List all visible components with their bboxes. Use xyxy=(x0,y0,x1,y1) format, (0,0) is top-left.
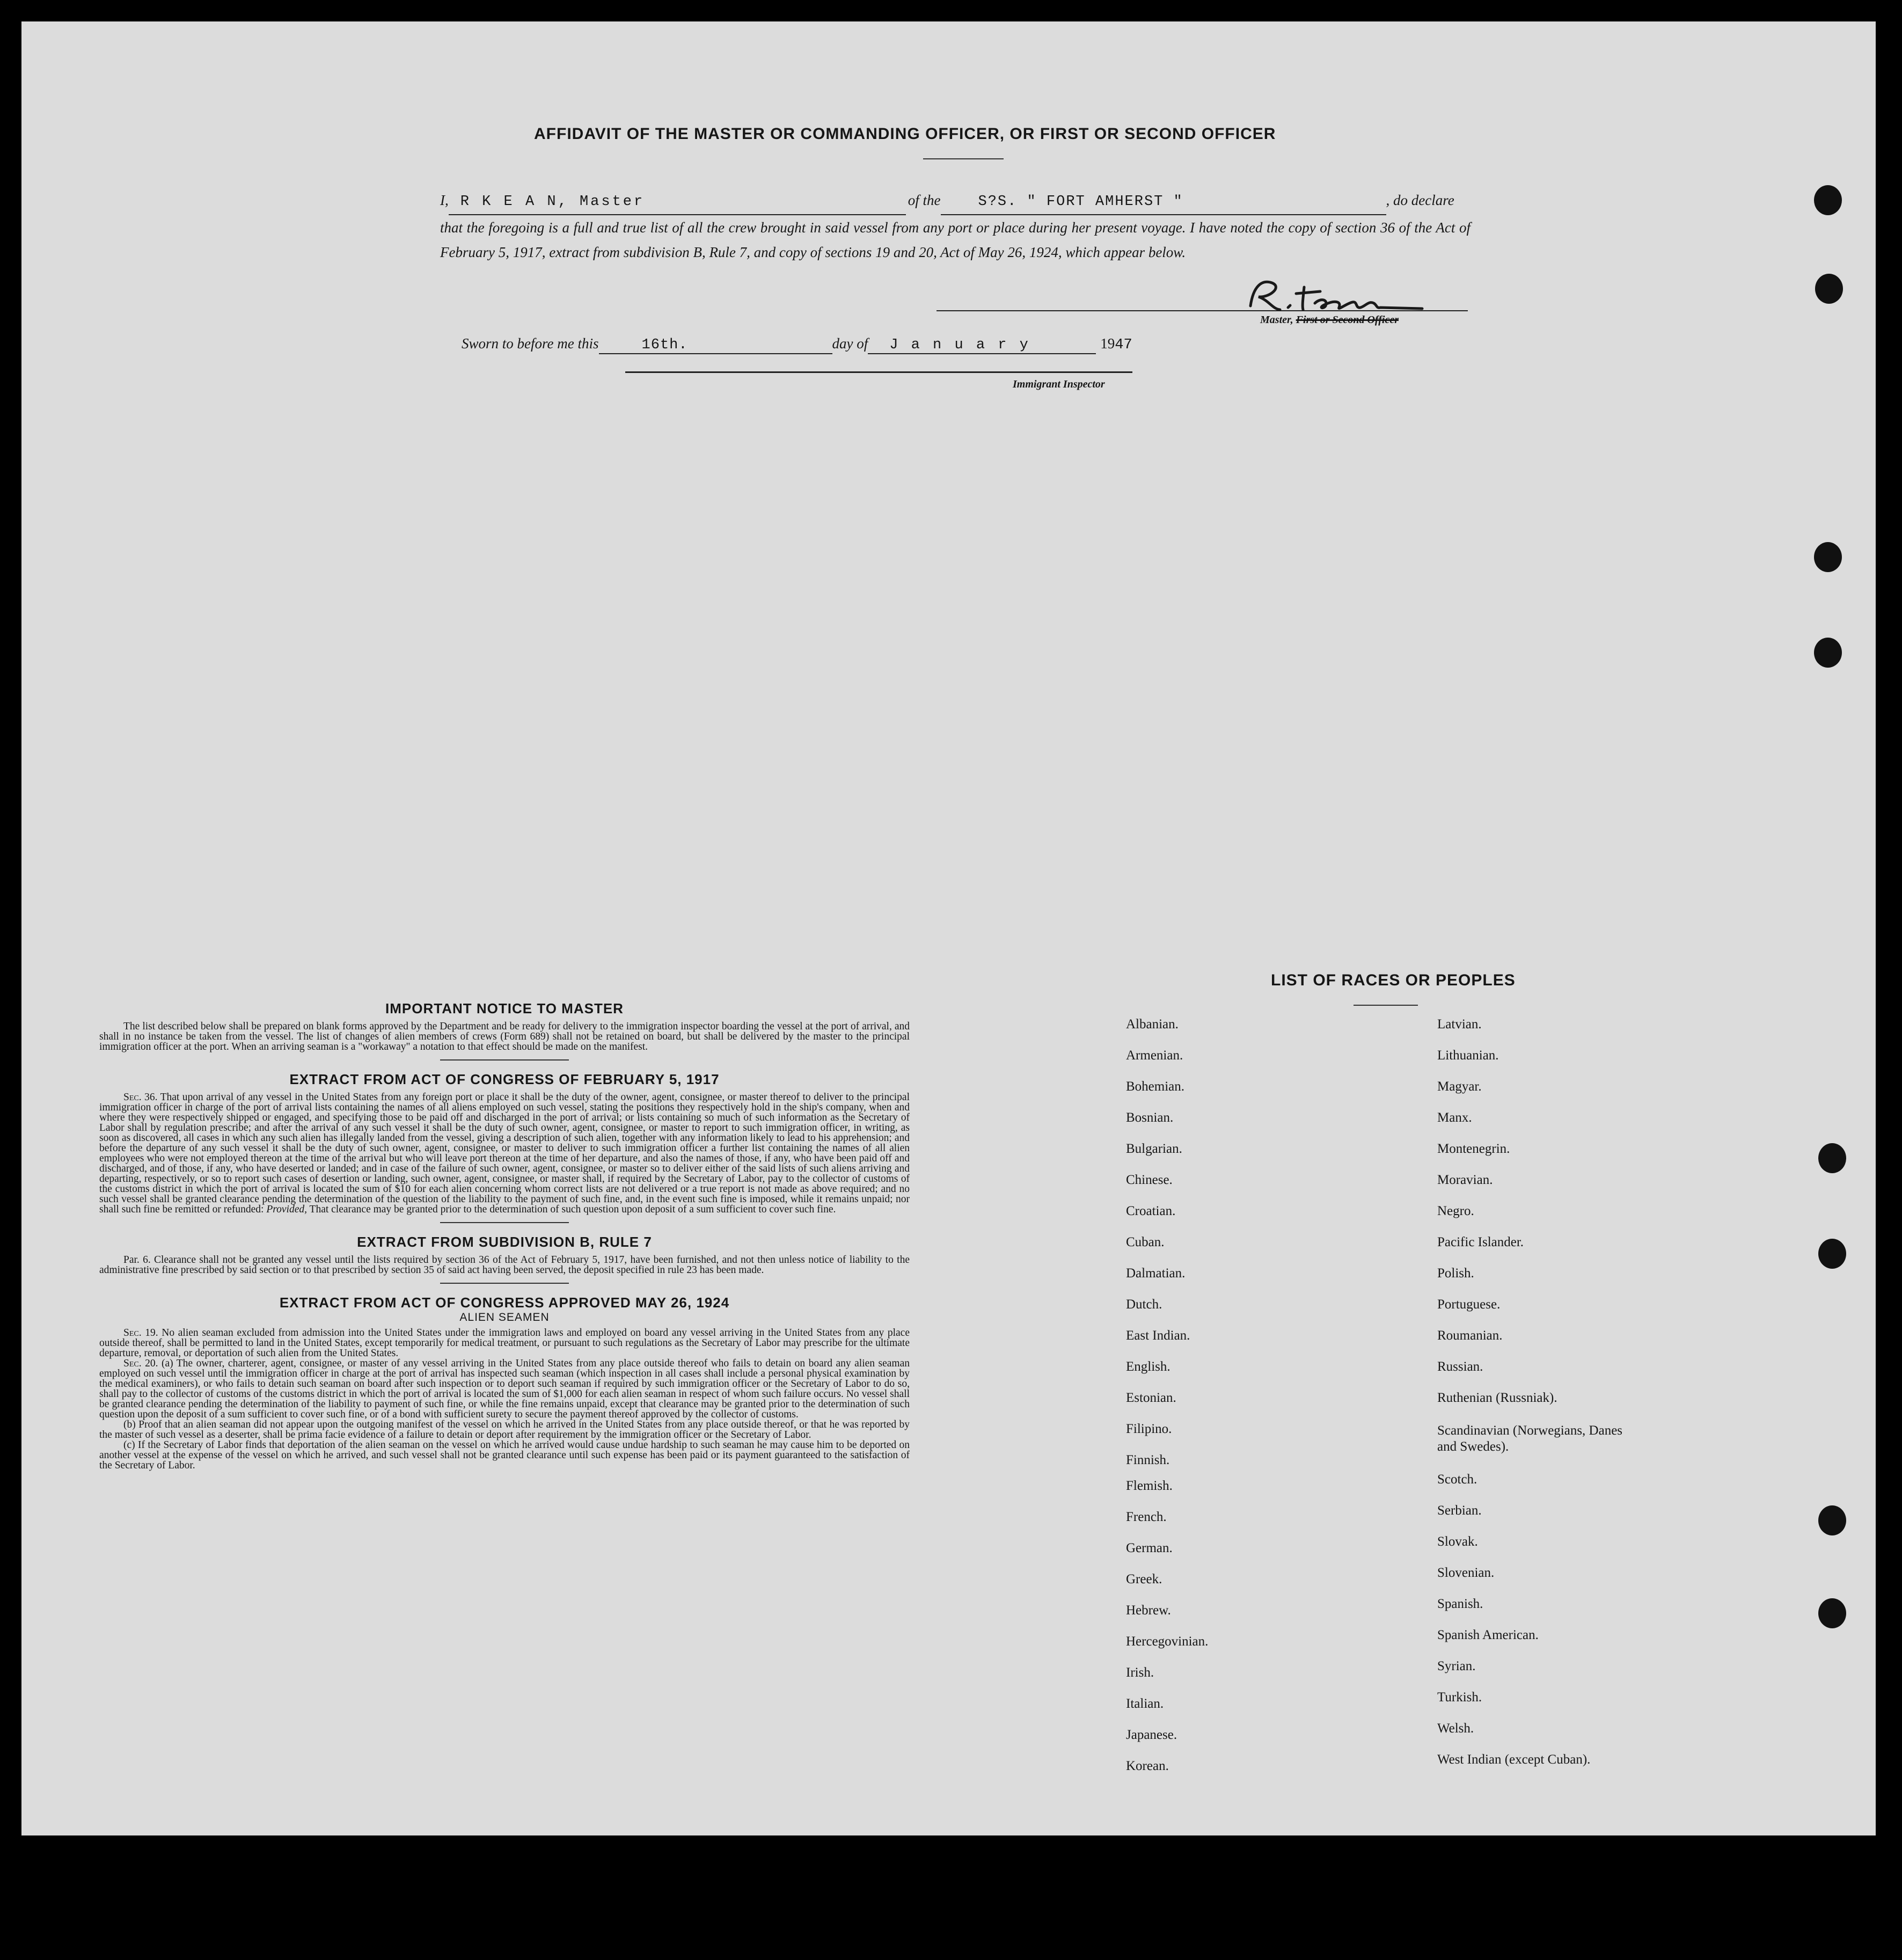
alien-seamen-subheading: ALIEN SEAMEN xyxy=(459,1311,550,1323)
sec-36-end: That clearance may be granted prior to the determination of such question upon deposit of a sum sufficient to cover such fine. xyxy=(309,1204,836,1215)
separator xyxy=(440,1283,569,1284)
day-of-label: day of xyxy=(832,335,868,352)
sworn-line xyxy=(462,335,1132,354)
race-item: Portuguese. xyxy=(1437,1297,1501,1312)
race-item: Italian. xyxy=(1126,1696,1164,1711)
race-item: Dutch. xyxy=(1126,1297,1162,1312)
inspector-signature-line xyxy=(625,371,1132,373)
races-rule xyxy=(1354,1005,1418,1006)
sec-20c-text: (c) If the Secretary of Labor finds that deportation of the alien seaman on the vessel on which he arrived would cause undue hardship to such seaman he may cause him to be deported on another vessel at the expense of the vessel on which he arrived, and such vessel shall not be granted clearance until such expense has been paid or its payment guaranteed to the satisfaction of the Secretary of Labor. xyxy=(99,1439,910,1471)
notices-column xyxy=(99,1000,910,1471)
races-right-column xyxy=(1437,1017,1630,1783)
race-item: Hercegovinian. xyxy=(1126,1634,1209,1649)
affidavit-title: AFFIDAVIT OF THE MASTER OR COMMANDING OFFICER, OR FIRST OR SECOND OFFICER xyxy=(534,125,1276,143)
race-item: Bosnian. xyxy=(1126,1110,1174,1125)
separator xyxy=(440,1222,569,1223)
race-item: Syrian. xyxy=(1437,1659,1476,1673)
race-item: Bulgarian. xyxy=(1126,1142,1182,1156)
race-item: French. xyxy=(1126,1510,1167,1524)
document-page xyxy=(21,21,1876,1835)
title-rule xyxy=(923,158,1004,159)
sworn-label: Sworn to before me this xyxy=(462,335,599,352)
sec-36-label: Sec. 36. xyxy=(123,1092,158,1103)
master-name-field: R K E A N, Master xyxy=(449,189,906,215)
sec-19-body: No alien seaman excluded from admission into the United States under the immigration laws and employed on board any vessel arriving in the United States from any place outside thereof, shall be permitted to land in the United States, except temporarily for medical treatment, or pursuant to such regulations as the Secretary of Labor may prescribe for the ultimate departure, removal, or deportation of such alien from the United States. xyxy=(99,1327,910,1359)
race-item: Spanish. xyxy=(1437,1597,1483,1611)
races-left-column xyxy=(1126,1017,1208,1790)
separator xyxy=(440,1059,569,1061)
year-prefix: 19 xyxy=(1100,335,1115,352)
race-item: Montenegrin. xyxy=(1437,1142,1510,1156)
extract-1917-text xyxy=(99,1092,910,1215)
race-item: English. xyxy=(1126,1359,1171,1374)
race-item: Dalmatian. xyxy=(1126,1266,1186,1281)
race-item: Serbian. xyxy=(1437,1503,1482,1518)
race-item: Filipino. xyxy=(1126,1422,1172,1436)
race-item: Slovak. xyxy=(1437,1534,1478,1549)
sworn-month-field: J a n u a r y xyxy=(868,337,1096,354)
extract-rule7-heading: EXTRACT FROM SUBDIVISION B, RULE 7 xyxy=(357,1234,652,1250)
declaration-line xyxy=(440,188,1471,215)
race-item: Pacific Islander. xyxy=(1437,1235,1524,1249)
race-item: West Indian (except Cuban). xyxy=(1437,1752,1591,1767)
race-item: Ruthenian (Russniak). xyxy=(1437,1391,1557,1405)
sec-20-label: Sec. 20. xyxy=(123,1358,158,1369)
race-item: Moravian. xyxy=(1437,1173,1493,1187)
race-item: Spanish American. xyxy=(1437,1628,1539,1642)
provided-label: Provided, xyxy=(266,1204,307,1215)
race-item: Negro. xyxy=(1437,1204,1474,1218)
binder-hole xyxy=(1818,1143,1846,1173)
race-item: Latvian. xyxy=(1437,1017,1482,1032)
race-item: Chinese. xyxy=(1126,1173,1173,1187)
race-item: Polish. xyxy=(1437,1266,1474,1281)
i-label: I, xyxy=(440,192,449,208)
race-item: Estonian. xyxy=(1126,1391,1176,1405)
sec-19-text xyxy=(99,1328,910,1358)
race-item: Hebrew. xyxy=(1126,1603,1171,1618)
binder-hole xyxy=(1814,542,1842,572)
race-item: Armenian. xyxy=(1126,1048,1183,1063)
race-item: Greek. xyxy=(1126,1572,1162,1586)
race-item: Magyar. xyxy=(1437,1079,1482,1094)
race-item: Croatian. xyxy=(1126,1204,1176,1218)
race-item: Flemish. xyxy=(1126,1479,1173,1493)
extract-rule7-text: Par. 6. Clearance shall not be granted any vessel until the lists required by section 36 of the Act of February 5, 1917, have been furnished, and not then unless notice of liability to the administrative fine prescribed by said section or to that prescribed by section 35 of said act having been served, the deposit specified in rule 23 has been made. xyxy=(99,1254,910,1276)
race-item: Russian. xyxy=(1437,1359,1483,1374)
do-declare-label: , do declare xyxy=(1386,192,1454,208)
sworn-day-field: 16th. xyxy=(599,337,832,354)
race-item: Korean. xyxy=(1126,1759,1169,1773)
race-item: Cuban. xyxy=(1126,1235,1165,1249)
sec-36-body: That upon arrival of any vessel in the United States from any foreign port or place it shall be the duty of the owner, agent, consignee, or master thereof to deliver to the principal immigration officer in charge of the port of arrival lists containing the names of all aliens employed on such vessel, stating the positions they respectively hold in the ship's company, when and where they were respectively shipped or engaged, and specifying those to be paid off and discharged in the port of arrival; or lists containing so much of such information as the Secretary of Labor shall by regulation prescribe; and after the arrival of any such vessel it shall be the duty of such owner, agent, consignee, or master to report to such immigration officer, in writing, as soon as discovered, all cases in which any such alien has illegally landed from the vessel, giving a description of such alien, together with any information likely to lead to his apprehension; and before the departure of any such vessel it shall be the duty of such owner, agent, consignee, or master to deliver to such immigration officer a further list containing the names of all alien employees who were not employed thereon at the time of the arrival but who will leave port thereon at the time of her departure, and also the names of those, if any, who have been paid off and discharged, and of those, if any, who have deserted or landed; and in case of the failure of such owner, agent, consignee, or master so to deliver either of the said lists of such aliens arriving and departing, respectively, or so to report such cases of desertion or landing, such owner, agent, consignee, or master shall, if required by the Secretary of Labor, pay to the collector of customs of the customs district in which the port of arrival is located the sum of $10 for each alien concerning whom correct lists are not delivered or a true report is not made as above required; and no such vessel shall be granted clearance pending the determination of the question of the liability to the payment of such fine, and, in the event such fine is imposed, while it remains unpaid; nor shall such fine be remitted or refunded: xyxy=(99,1092,910,1215)
vessel-name-field: S?S. " FORT AMHERST " xyxy=(941,189,1386,215)
race-item: German. xyxy=(1126,1541,1173,1555)
race-item: Albanian. xyxy=(1126,1017,1179,1032)
notice-heading: IMPORTANT NOTICE TO MASTER xyxy=(385,1000,624,1016)
year-typed: 47 xyxy=(1115,337,1132,353)
race-item: Turkish. xyxy=(1437,1690,1482,1705)
inspector-caption: Immigrant Inspector xyxy=(1013,378,1105,390)
binder-hole xyxy=(1818,1239,1846,1269)
race-item: Lithuanian. xyxy=(1437,1048,1499,1063)
race-item: Welsh. xyxy=(1437,1721,1474,1736)
binder-hole xyxy=(1818,1598,1846,1628)
declaration-statement: that the foregoing is a full and true list of all the crew brought in said vessel from any port or place during her present voyage. I have noted the copy of section 36 of the Act of February 5, 1917, extract from subdivision B, Rule 7, and copy of sections 19 and 20, Act of May 26, 1924, which appear below. xyxy=(440,220,1471,260)
of-the-label: of the xyxy=(908,192,941,208)
race-item: Bohemian. xyxy=(1126,1079,1185,1094)
sec-20a-body: (a) The owner, charterer, agent, consignee, or master of any vessel arriving in the United States from any place outside thereof who fails to detain on board any alien seaman employed on such vessel until the immigration officer in charge at the port of arrival has inspected such seaman (which inspection in all cases shall include a personal physical examination by the medical examiners), or who fails to detain such seaman on board after such inspection or to deport such seaman if required by such immigration officer or the Secretary of Labor to do so, shall pay to the collector of customs of the customs district in which the port of arrival is located the sum of $1,000 for each alien seaman in respect of whom such failure occurs. No vessel shall be granted clearance pending the determination of the liability to payment of such fine, or while the fine remains unpaid, except that clearance may be granted prior to the determination of such question upon the deposit of a sum sufficient to cover such fine, or of a bond with sufficient surety to secure the payment thereof approved by the collector of customs. xyxy=(99,1358,910,1420)
sec-20a-text xyxy=(99,1358,910,1420)
race-item: Scotch. xyxy=(1437,1472,1477,1487)
races-heading: LIST OF RACES OR PEOPLES xyxy=(1271,971,1516,989)
race-item: Irish. xyxy=(1126,1665,1154,1680)
race-item: East Indian. xyxy=(1126,1328,1190,1343)
signature-caption xyxy=(1260,314,1399,326)
race-item: Manx. xyxy=(1437,1110,1472,1125)
race-item: Finnish. xyxy=(1126,1453,1170,1467)
extract-1917-heading: EXTRACT FROM ACT OF CONGRESS OF FEBRUARY 5, 1917 xyxy=(289,1071,720,1087)
master-caption: Master, xyxy=(1260,314,1293,326)
binder-hole xyxy=(1818,1505,1846,1535)
binder-hole xyxy=(1814,638,1842,668)
sec-20b-text: (b) Proof that an alien seaman did not appear upon the outgoing manifest of the vessel on which he arrived in the United States from any place outside thereof, or that he was reported by the master of such vessel as a deserter, shall be prima facie evidence of a failure to detain or deport after requirement by the immigration officer or the Secretary of Labor. xyxy=(99,1419,910,1440)
struck-officer-caption: First or Second Officer xyxy=(1296,314,1399,326)
race-item: Roumanian. xyxy=(1437,1328,1503,1343)
declaration-block xyxy=(440,188,1471,265)
master-signature-image xyxy=(1240,276,1444,314)
extract-1924-heading: EXTRACT FROM ACT OF CONGRESS APPROVED MAY 26, 1924 xyxy=(279,1295,730,1311)
race-item: Slovenian. xyxy=(1437,1566,1495,1580)
notice-text: The list described below shall be prepared on blank forms approved by the Department and be ready for delivery to the immigration inspector boarding the vessel at the port of arrival, and shall in no instance be taken from the vessel. The list of changes of alien members of crews (Form 689) shall not be retained on board, but shall be delivered by the master to the principal immigration officer at the port. When an arriving seaman is a "workaway" a notation to that effect should be made on the manifest. xyxy=(99,1021,910,1052)
binder-hole xyxy=(1815,274,1843,304)
race-item: Scandinavian (Norwegians, Danes and Swedes). xyxy=(1437,1423,1623,1454)
sec-19-label: Sec. 19. xyxy=(123,1327,158,1339)
race-item: Japanese. xyxy=(1126,1728,1177,1742)
binder-hole xyxy=(1814,185,1842,215)
